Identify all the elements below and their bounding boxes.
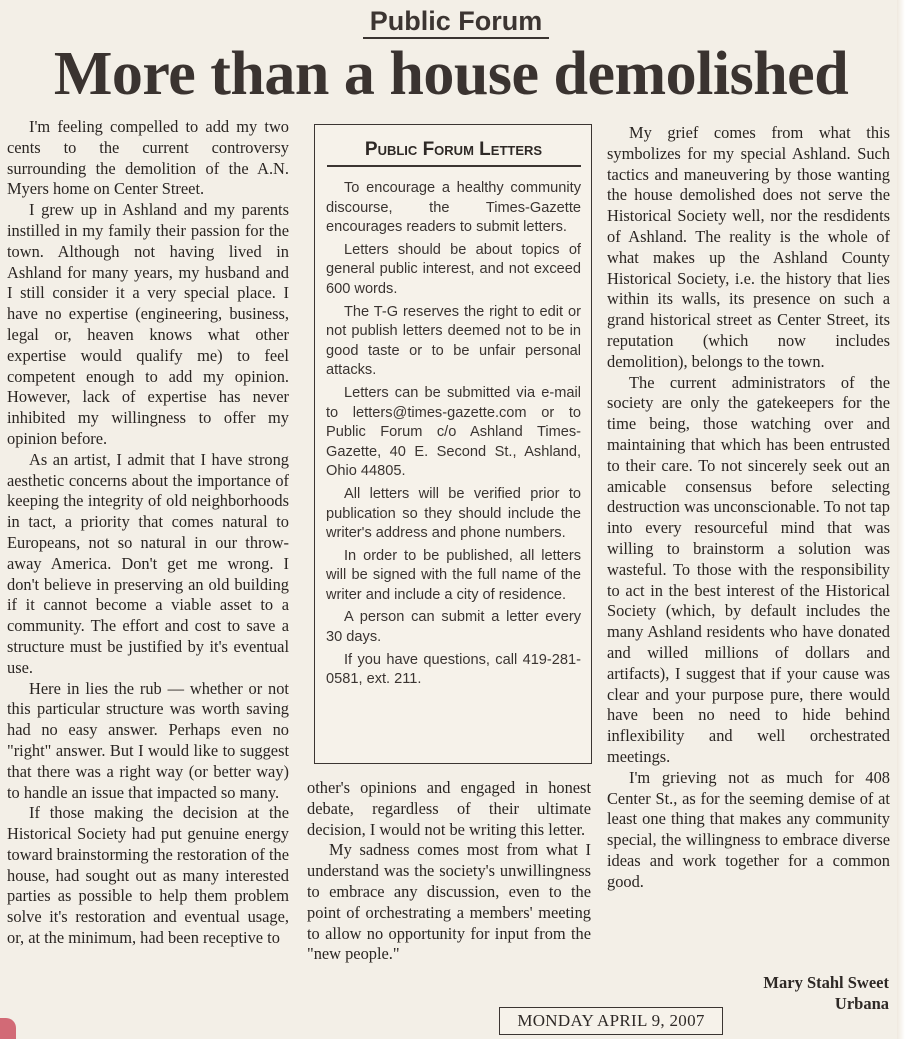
policy-paragraph: All letters will be verified prior to publication so they should include the writer's address and phone numbers. — [326, 485, 581, 542]
body-paragraph: My grief comes from what this symbolizes for my special Ashland. Such tactics and maneuvering by those wanting the house demolished does not serve the Historical Society well, nor the resdidents of Ashland. The reality is the whole of what makes up the Ashland County Historical Society, i.e. the history that lies within its walls, its presence on such a grand historical street as Center Street, its reputation (which now includes demolition), belongs to the town. — [607, 123, 890, 371]
left-column — [7, 117, 289, 949]
middle-column — [307, 778, 591, 965]
author-signature — [763, 972, 889, 1014]
body-paragraph: The current administrators of the society are only the gatekeepers for the time being, those watching over and maintaining that which has been entrusted to their care. To not sincerely seek out an amicable consensus before selecting destruction was unconscionable. To not tap into every resourceful mind that was willing to brainstorm a solution was wasteful. To those with the responsibility to act in the best interest of the Historical Society (which, by default includes the many Ashland residents who have donated and willed millions of dollars and artifacts), I suggest that if your cause was clear and your purpose pure, there would have been no need to hide behind inflexibility and well orchestrated meetings. — [607, 372, 890, 766]
corner-mark — [0, 1018, 16, 1039]
policy-paragraph: In order to be published, all letters will be signed with the full name of the writer and include a city of residence. — [326, 547, 581, 603]
body-paragraph: I'm grieving not as much for 408 Center St., as for the seeming demise of at least one thing that makes any community special, the willingness to embrace diverse ideas and work together for a common good. — [607, 767, 890, 891]
policy-paragraph: If you have questions, call 419-281-0581, ext. 211. — [326, 651, 581, 688]
body-paragraph: As an artist, I admit that I have strong aesthetic concerns about the importance of keeping the integrity of old neighborhoods in tact, a priority that comes natural to Europeans, not so natural in our throw-away America. Don't get me wrong. I don't believe in preserving an old building if it cannot become a viable asset to a community. The effort and cost to save a structure must be justified by it's eventual use. — [7, 449, 289, 677]
body-paragraph: If those making the decision at the Historical Society had put genuine energy toward brainstorming the restoration of the house, had sought out as many interested parties as possible to help them problem solve it's restoration and eventual usage, or, at the minimum, had been receptive to — [7, 803, 289, 948]
letters-policy-box — [314, 124, 592, 764]
right-column — [607, 123, 890, 892]
body-paragraph: My sadness comes most from what I understand was the society's unwillingness to embrace any discussion, even to the point of orchestrating a members' meeting to allow no opportunity for input from the "new people." — [307, 840, 591, 964]
policy-paragraph: Letters should be about topics of general public interest, and not exceed 600 words. — [326, 241, 581, 297]
policy-paragraph: The T-G reserves the right to edit or not publish letters deemed not to be in good taste or to be unfair personal attacks. — [326, 303, 581, 379]
author-name: Mary Stahl Sweet — [763, 973, 889, 992]
body-paragraph: Here in lies the rub — whether or not this particular structure was worth saving had no easy answer. Perhaps even no "right" answer. But I would like to suggest that there was a right way (or better way) to handle an issue that impacted so many. — [7, 678, 289, 802]
body-paragraph: other's opinions and engaged in honest debate, regardless of their ultimate decision, I would not be writing this letter. — [307, 778, 591, 839]
headline: More than a house demolished — [53, 40, 849, 108]
policy-paragraph: Letters can be submitted via e-mail to letters@times-gazette.com or to Public Forum c/o Ashland Times-Gazette, 40 E. Second St., Ashland, Ohio 44805. — [326, 384, 581, 480]
author-city: Urbana — [834, 994, 889, 1013]
publication-date: MONDAY APRIL 9, 2007 — [499, 1007, 723, 1035]
section-kicker: Public Forum — [363, 3, 549, 39]
policy-paragraph: To encourage a healthy community discourse, the Times-Gazette encourages readers to submit letters. — [326, 180, 581, 236]
paper-edge — [897, 0, 905, 1039]
body-paragraph: I'm feeling compelled to add my two cents to the current controversy surrounding the demolition of the A.N. Myers home on Center Street. — [7, 117, 289, 199]
letters-policy-title: Public Forum Letters — [327, 137, 581, 167]
policy-paragraph: A person can submit a letter every 30 days. — [326, 609, 581, 646]
body-paragraph: I grew up in Ashland and my parents instilled in my family their passion for the town. Although not having lived in Ashland for many years, my husband and I still consider it a very special place. I have no expertise (engineering, business, legal or, heaven knows what other expertise would qualify me) to feel competent enough to add my opinion. However, lack of expertise has never inhibited my willingness to offer my opinion before. — [7, 200, 289, 448]
